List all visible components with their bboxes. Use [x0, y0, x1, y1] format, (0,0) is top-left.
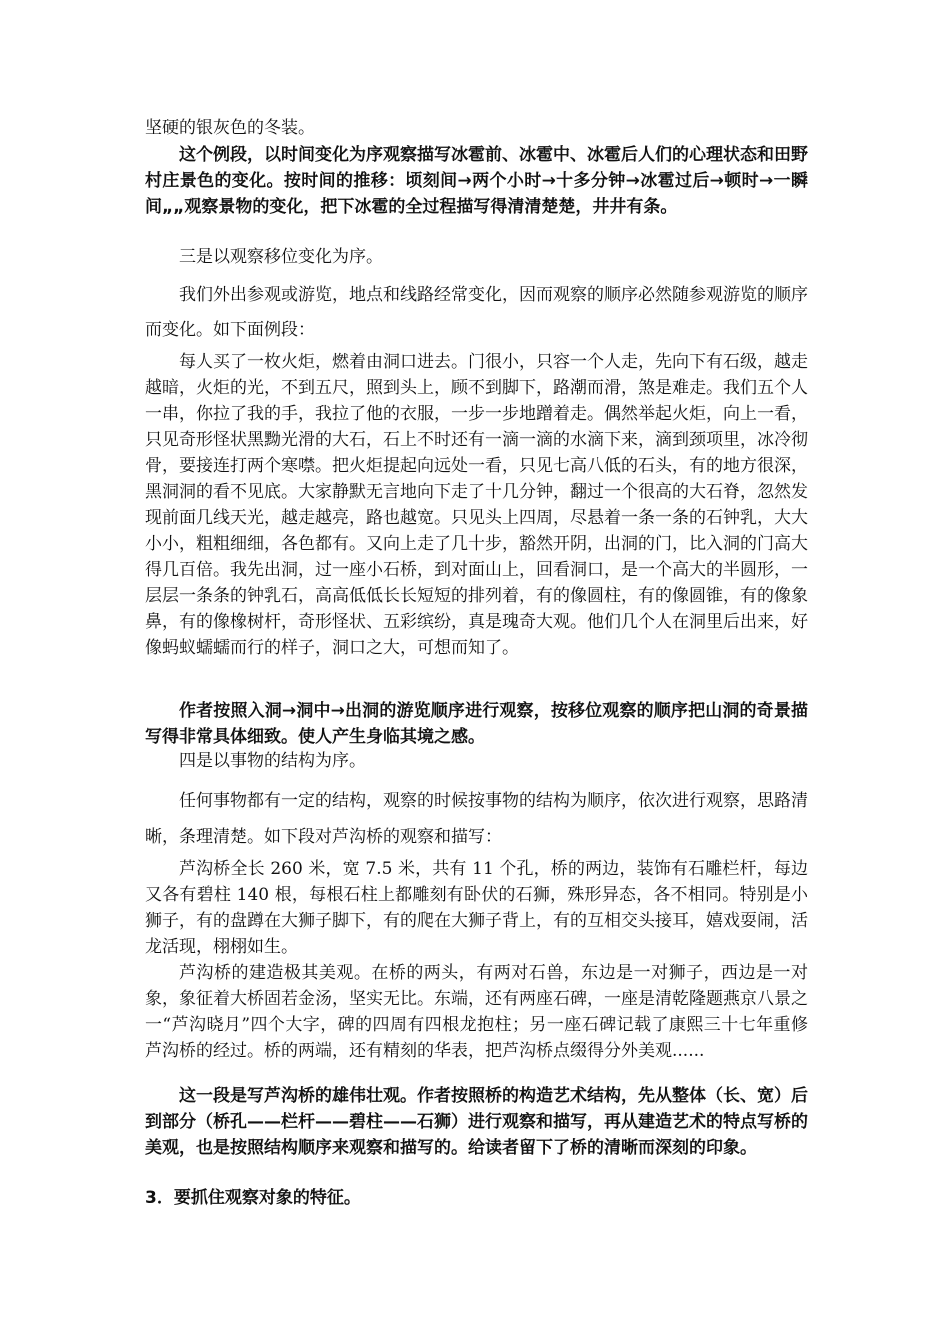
- cave-example: [145, 349, 808, 661]
- commentary-structure-order: [145, 1083, 808, 1161]
- paragraph-bold-commentary: 这一段是写芦沟桥的雄伟壮观。作者按照桥的构造艺术结构，先从整体（长、宽）后到部分（桥孔——栏杆——碧柱——石狮）进行观察和描写，再从建造艺术的特点写桥的美观，也是按照结构顺序来观察和描写的。给读者留下了桥的清晰而深刻的印象。: [145, 1086, 808, 1158]
- paragraph-bold-commentary: 作者按照入洞→洞中→出洞的游览顺序进行观察，按移位观察的顺序把山洞的奇景描写得非常具体细致。使人产生身临其境之感。: [145, 701, 808, 747]
- paragraph-continuation: 坚硬的银灰色的冬装。: [145, 118, 315, 138]
- paragraph-heading: 四是以事物的结构为序。: [179, 751, 366, 771]
- intro-structure-order: [145, 783, 808, 855]
- paragraph-intro: 我们外出参观或游览，地点和线路经常变化，因而观察的顺序必然随参观游览的顺序而变化。如下面例段：: [145, 285, 808, 340]
- bridge-example-2: [145, 960, 808, 1064]
- section-heading-3: [145, 1185, 808, 1211]
- section-heading-three: [145, 244, 808, 270]
- section-heading-four: [145, 748, 808, 774]
- continued-text: [145, 115, 808, 141]
- paragraph-example-bridge: 芦沟桥的建造极其美观。在桥的两头，有两对石兽，东边是一对狮子，西边是一对象，象征着大桥固若金汤，坚实无比。东端，还有两座石碑，一座是清乾隆题燕京八景之一“芦沟晓月”四个大字，碑的四周有四根龙抱柱；另一座石碑记载了康熙三十七年重修芦沟桥的经过。桥的两端，还有精刻的华表，把芦沟桥点缀得分外美观......: [145, 963, 808, 1061]
- paragraph-example-bridge: 芦沟桥全长 260 米，宽 7.5 米，共有 11 个孔，桥的两边，装饰有石雕栏杆，每边又各有碧柱 140 根，每根石柱上都雕刻有卧伏的石狮，殊形异态，各不相同。特别是小狮子，有的盘蹲在大狮子脚下，有的爬在大狮子背上，有的互相交头接耳，嬉戏耍闹，活龙活现，栩栩如生。: [145, 859, 808, 957]
- paragraph-example-cave: 每人买了一枚火炬，燃着由洞口进去。门很小，只容一个人走，先向下有石级，越走越暗，火炬的光，不到五尺，照到头上，顾不到脚下，路潮而滑，煞是难走。我们五个人一串，你拉了我的手，我拉了他的衣服，一步一步地蹭着走。偶然举起火炬，向上一看，只见奇形怪状黑黝光滑的大石，石上不时还有一滴一滴的水滴下来，滴到颈项里，冰冷彻骨，要接连打两个寒噤。把火炬提起向远处一看，只见七高八低的石头，有的地方很深，黑洞洞的看不见底。大家静默无言地向下走了十几分钟，翻过一个很高的大石脊，忽然发现前面几线天光，越走越亮，路也越宽。只见头上四周，尽悬着一条一条的石钟乳，大大小小，粗粗细细，各色都有。又向上走了几十步，豁然开阴，出洞的门，比入洞的门高大得几百倍。我先出洞，过一座小石桥，到对面山上，回看洞口，是一个高大的半圆形，一层层一条条的钟乳石，高高低低长长短短的排列着，有的像圆柱，有的像圆锥，有的像象鼻，有的像橡树杆，奇形怪状、五彩缤纷，真是瑰奇大观。他们几个人在洞里后出来，好像蚂蚁蠕蠕而行的样子，洞口之大，可想而知了。: [145, 352, 808, 658]
- paragraph-bold-commentary: 这个例段，以时间变化为序观察描写冰雹前、冰雹中、冰雹后人们的心理状态和田野村庄景色的变化。按时间的推移：顷刻间→两个小时→十多分钟→冰雹过后→顿时→一瞬间„„观察景物的变化，把下冰雹的全过程描写得清清楚楚，井井有条。: [145, 145, 808, 217]
- paragraph-heading: 三是以观察移位变化为序。: [179, 247, 383, 267]
- intro-travel-order: [145, 278, 808, 348]
- bridge-example-1: [145, 856, 808, 960]
- paragraph-intro: 任何事物都有一定的结构，观察的时候按事物的结构为顺序，依次进行观察，思路清晰，条理清楚。如下段对芦沟桥的观察和描写：: [145, 791, 808, 847]
- commentary-time-order: [145, 142, 808, 220]
- numbered-heading: 3．要抓住观察对象的特征。: [145, 1188, 361, 1208]
- commentary-travel-order: [145, 698, 808, 750]
